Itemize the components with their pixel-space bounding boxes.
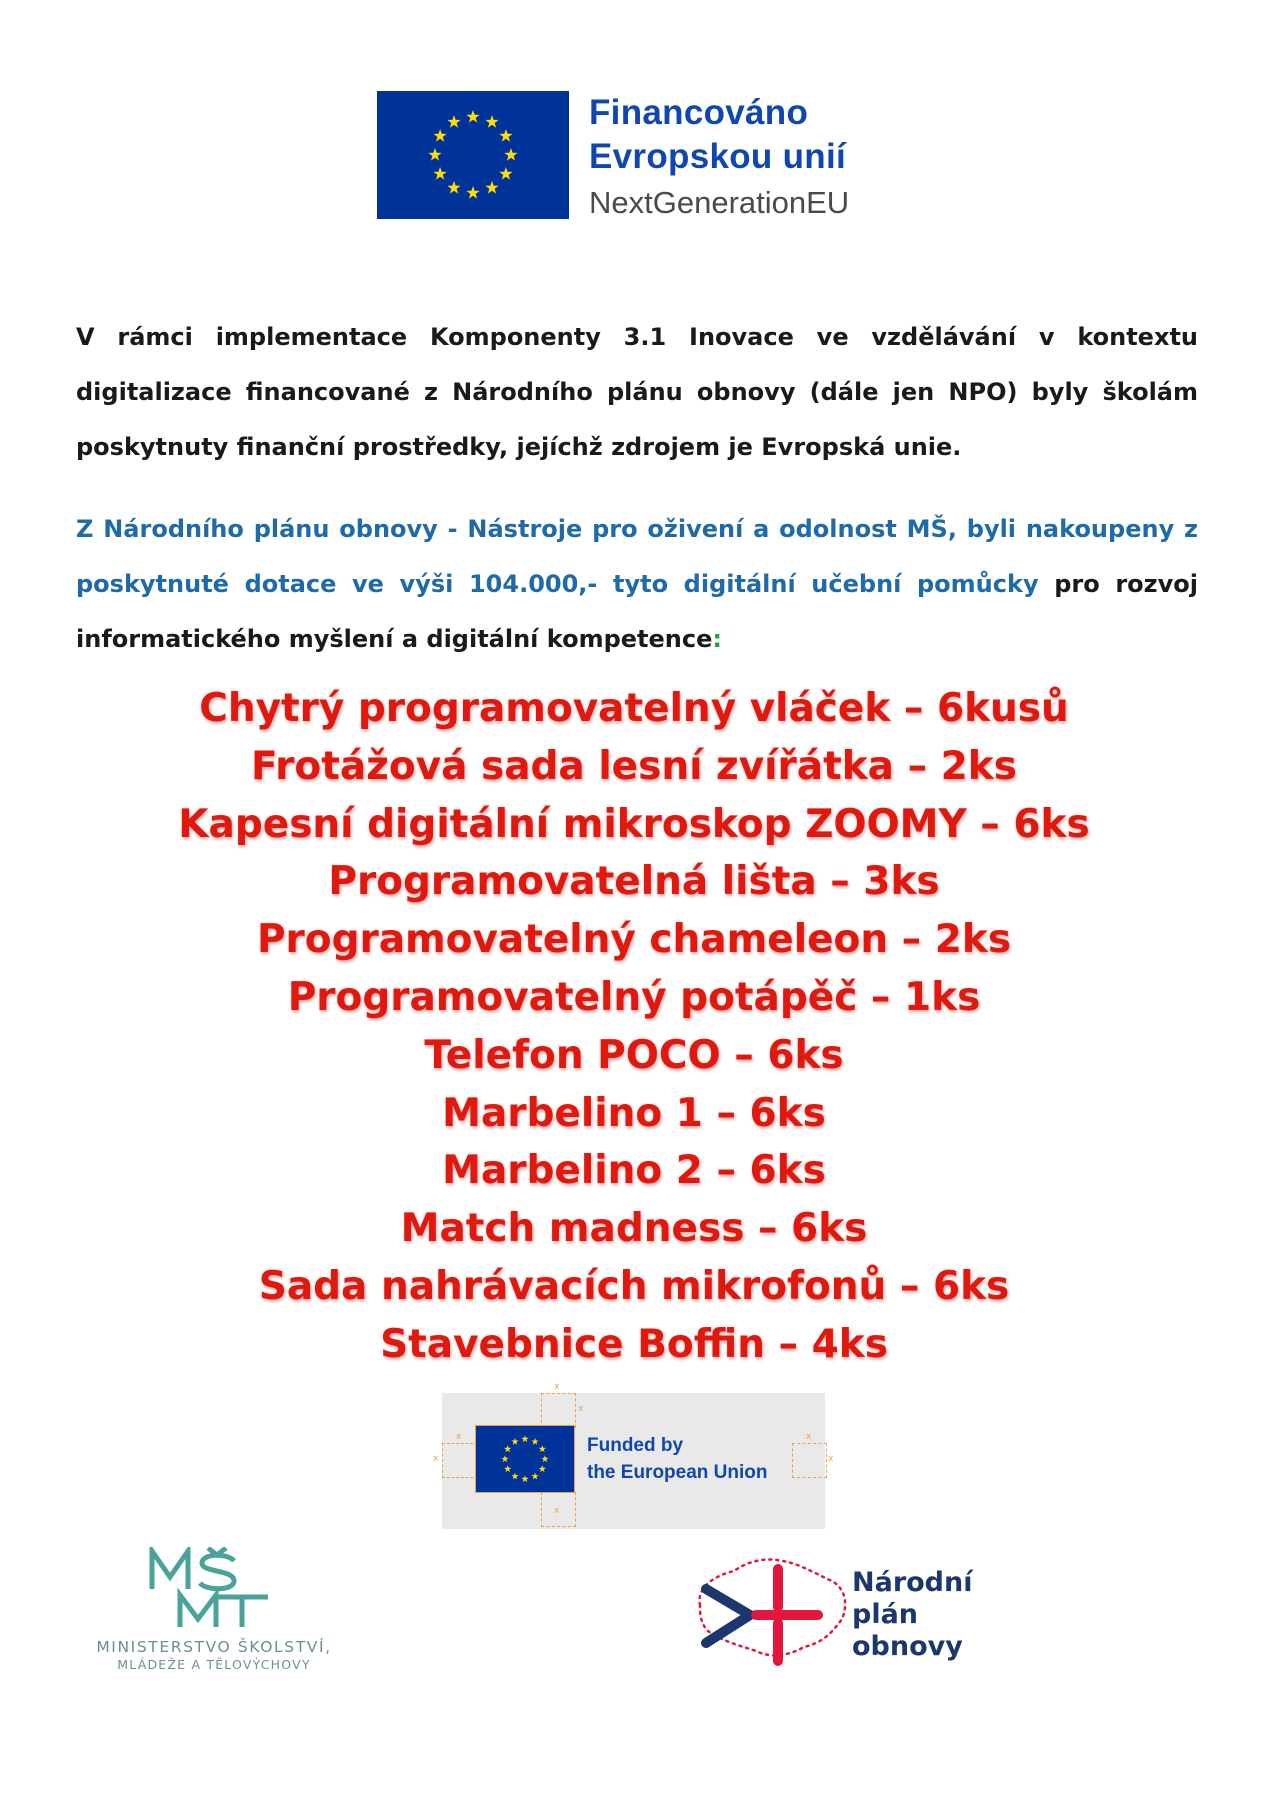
funded-by-line2: the European Union: [587, 1462, 768, 1483]
guide-box: [442, 1443, 478, 1478]
list-item: Marbelino 2 – 6ks: [442, 1148, 826, 1194]
msmt-name-line2: MLÁDEŽE A TĚLOVÝCHOVY: [117, 1657, 311, 1672]
eu-star-icon: [466, 186, 479, 199]
eu-star-icon: [499, 167, 512, 180]
eu-funding-line1: Financováno: [589, 93, 809, 132]
eu-star-icon: [511, 1438, 518, 1445]
list-item: Programovatelná lišta – 3ks: [328, 859, 940, 905]
npo-line3: obnovy: [852, 1631, 963, 1662]
npo-symbol-icon: [686, 1547, 856, 1677]
eu-flag-icon: [476, 1426, 574, 1492]
npo-logo: [686, 1547, 1016, 1677]
eu-star-icon: [504, 1465, 511, 1472]
eu-star-icon: [428, 148, 441, 161]
funded-by-eu-logo: [433, 1382, 834, 1529]
eu-star-icon: [433, 129, 446, 142]
eu-star-icon: [433, 167, 446, 180]
purchase-paragraph-blue: Z Národního plánu obnovy - Nástroje pro oživení a odolnost MŠ, byli nakoupeny z poskytnuté dotace ve výši 104.000,- tyto digitální učební pomůcky: [76, 515, 1198, 598]
guide-mark: x: [578, 1404, 584, 1414]
eu-star-icon: [499, 129, 512, 142]
list-item: Sada nahrávacích mikrofonů – 6ks: [258, 1263, 1010, 1309]
list-item: Chytrý programovatelný vláček – 6kusů: [199, 686, 1069, 731]
purchase-paragraph: [76, 502, 1198, 667]
eu-star-icon: [466, 110, 479, 123]
eu-funding-logo: [377, 91, 897, 221]
funded-by-eu-text: [587, 1432, 768, 1486]
eu-star-icon: [511, 1473, 518, 1480]
list-item: Match madness – 6ks: [400, 1206, 868, 1252]
list-item: Marbelino 1 – 6ks: [442, 1090, 826, 1136]
eu-star-icon: [539, 1445, 546, 1452]
list-item: Frotážová sada lesní zvířátka – 2ks: [251, 743, 1017, 789]
list-item: Telefon POCO – 6ks: [424, 1032, 844, 1078]
list-item: Kapesní digitální mikroskop ZOOMY – 6ks: [178, 801, 1090, 847]
eu-star-icon: [501, 1455, 508, 1462]
guide-mark: x: [554, 1382, 560, 1392]
purchase-paragraph-colon: :: [712, 625, 722, 653]
eu-star-icon: [521, 1435, 528, 1442]
guide-mark: x: [554, 1506, 560, 1516]
msmt-monogram-icon: [84, 1547, 354, 1637]
list-item: Programovatelný chameleon – 2ks: [256, 917, 1012, 963]
msmt-name: [84, 1639, 344, 1673]
msmt-logo: [84, 1547, 354, 1677]
eu-stars-icon: [476, 1426, 574, 1492]
npo-line1: Národní: [852, 1567, 973, 1598]
funded-by-line1: Funded by: [587, 1435, 684, 1456]
eu-star-icon: [485, 181, 498, 194]
eu-funding-text: [589, 91, 849, 225]
guide-box: [792, 1443, 827, 1478]
npo-text: [852, 1567, 973, 1663]
purchased-items-list: [0, 680, 1268, 1374]
eu-star-icon: [485, 115, 498, 128]
purchase-paragraph-black: pro rozvoj informatického myšlení a digitální kompetence: [76, 570, 1198, 653]
eu-star-icon: [504, 1445, 511, 1452]
list-item: Stavebnice Boffin – 4ks: [380, 1321, 888, 1367]
msmt-name-line1: MINISTERSTVO ŠKOLSTVÍ,: [96, 1638, 332, 1656]
intro-paragraph: V rámci implementace Komponenty 3.1 Inovace ve vzdělávání v kontextu digitalizace financované z Národního plánu obnovy (dále jen NPO) byly školám poskytnuty finanční prostředky, jejíchž zdrojem je Evropská unie.: [76, 323, 1198, 461]
eu-star-icon: [521, 1475, 528, 1482]
guide-mark: x: [433, 1454, 439, 1464]
eu-star-icon: [531, 1438, 538, 1445]
guide-mark: x: [806, 1432, 812, 1442]
eu-funding-line3: NextGenerationEU: [589, 185, 850, 220]
eu-star-icon: [504, 148, 517, 161]
eu-star-icon: [447, 181, 460, 194]
guide-box: [541, 1393, 576, 1428]
eu-stars-icon: [377, 91, 569, 219]
eu-star-icon: [539, 1465, 546, 1472]
list-item: Programovatelný potápěč – 1ks: [287, 974, 981, 1020]
npo-line2: plán: [852, 1599, 919, 1630]
eu-star-icon: [447, 115, 460, 128]
eu-star-icon: [531, 1473, 538, 1480]
eu-funding-line2: Evropskou unií: [589, 137, 847, 176]
eu-star-icon: [541, 1455, 548, 1462]
eu-flag-icon: [377, 91, 569, 219]
guide-mark: x: [456, 1432, 462, 1442]
guide-mark: x: [828, 1454, 834, 1464]
